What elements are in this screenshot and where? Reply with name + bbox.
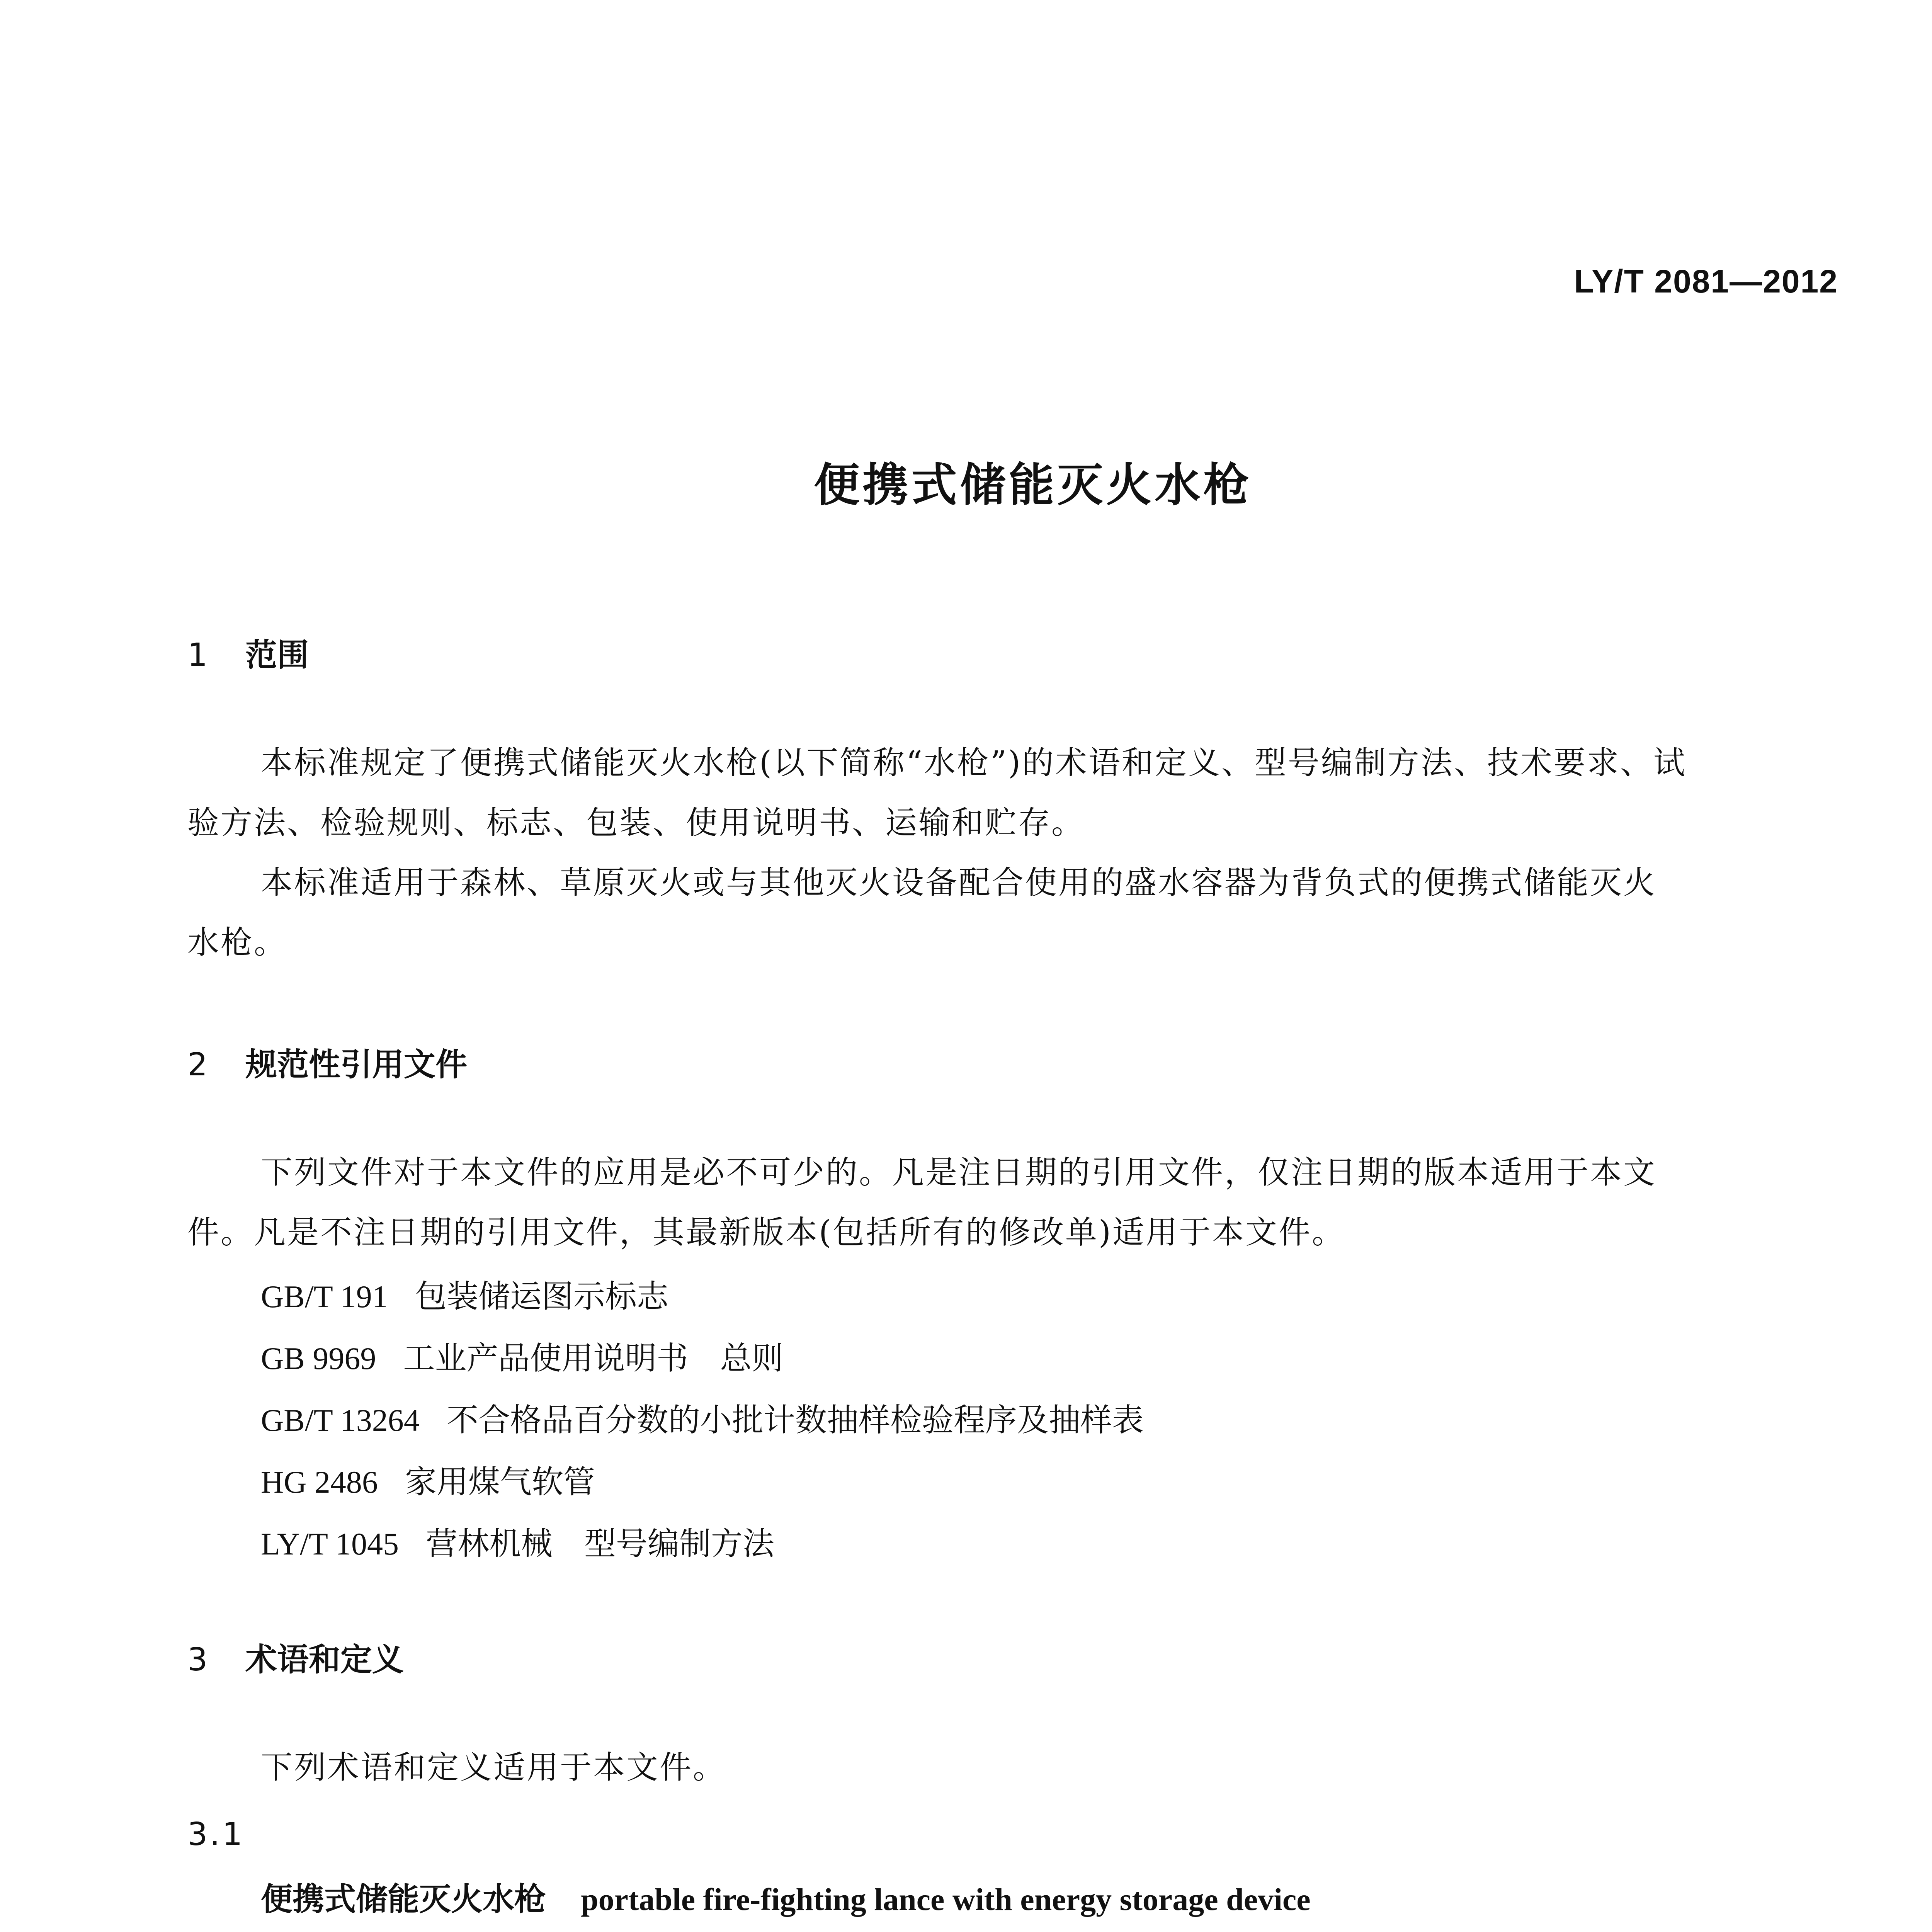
- section-number: 3: [187, 1641, 208, 1678]
- paragraph-line: 下列文件对于本文件的应用是必不可少的。凡是注日期的引用文件，仅注日期的版本适用于本文: [261, 1154, 1657, 1191]
- reference-title: 工业产品使用说明书 总则: [403, 1340, 784, 1377]
- reference-code: HG 2486: [261, 1464, 378, 1500]
- section-2-heading: [187, 1039, 467, 1085]
- normative-reference: [261, 1395, 1144, 1440]
- section-number: 2: [187, 1046, 208, 1083]
- reference-title: 不合格品百分数的小批计数抽样检验程序及抽样表: [446, 1402, 1144, 1439]
- section-title: 范围: [245, 637, 309, 673]
- normative-reference: [261, 1519, 774, 1564]
- reference-code: LY/T 1045: [261, 1526, 399, 1561]
- normative-reference: [261, 1333, 783, 1378]
- term-chinese: 便携式储能灭火水枪: [261, 1881, 546, 1918]
- normative-reference: [261, 1457, 595, 1502]
- paragraph-line: 验方法、检验规则、标志、包装、使用说明书、运输和贮存。: [187, 804, 1085, 841]
- section-title: 规范性引用文件: [245, 1046, 468, 1083]
- paragraph-line: 下列术语和定义适用于本文件。: [261, 1749, 726, 1786]
- normative-reference: [261, 1271, 668, 1316]
- paragraph-line: 本标准规定了便携式储能灭火水枪(以下简称“水枪”)的术语和定义、型号编制方法、技术要求、试: [261, 745, 1687, 781]
- clause-number: 3.1: [187, 1816, 245, 1853]
- reference-title: 家用煤气软管: [405, 1464, 595, 1500]
- document-title: 便携式储能灭火水枪: [814, 458, 1252, 512]
- reference-code: GB/T 191: [261, 1279, 388, 1314]
- term-english: portable fire-fighting lance with energy storage device: [581, 1882, 1311, 1917]
- reference-title: 包装储运图示标志: [415, 1278, 668, 1315]
- term-definition: [261, 1926, 1690, 1932]
- section-3-heading: [187, 1634, 404, 1680]
- standard-code: LY/T 2081—2012: [1574, 263, 1838, 299]
- section-title: 术语和定义: [245, 1641, 404, 1678]
- paragraph-line: 水枪。: [187, 924, 287, 961]
- reference-code: GB/T 13264: [261, 1403, 420, 1438]
- reference-title: 营林机械 型号编制方法: [426, 1526, 775, 1562]
- reference-code: GB 9969: [261, 1341, 376, 1376]
- paragraph-line: 件。凡是不注日期的引用文件，其最新版本(包括所有的修改单)适用于本文件。: [187, 1214, 1345, 1251]
- paragraph-line: 本标准适用于森林、草原灭火或与其他灭火设备配合使用的盛水容器为背负式的便携式储能灭火: [261, 864, 1657, 901]
- section-number: 1: [187, 637, 208, 673]
- term-entry: [261, 1874, 1311, 1919]
- section-1-heading: [187, 630, 309, 675]
